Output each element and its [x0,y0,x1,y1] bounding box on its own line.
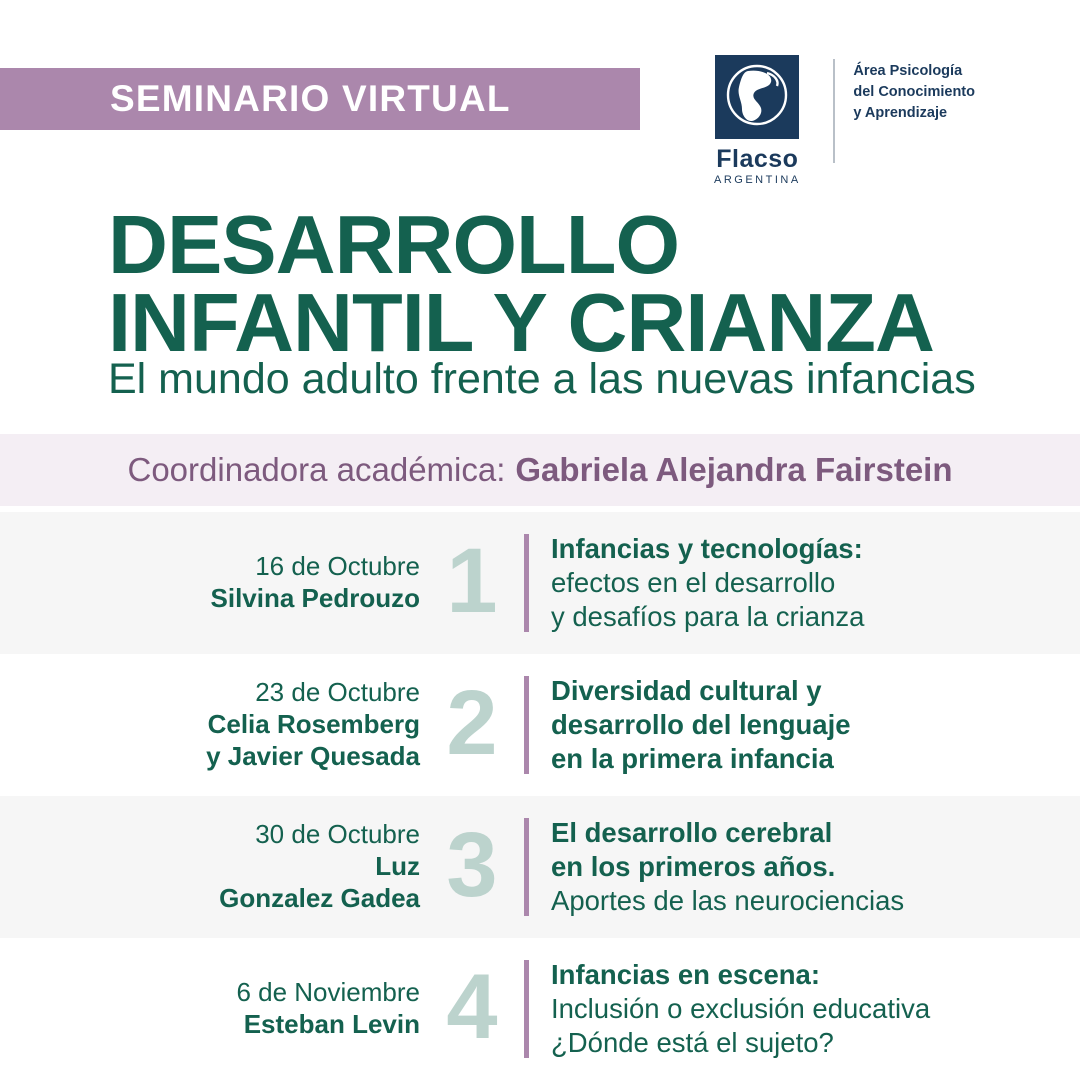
session-1-meta [0,551,428,614]
session-2-divider [524,676,529,774]
area-line-1: Área Psicología [853,63,963,79]
session-2-content [551,674,1080,776]
session-4-divider [524,960,529,1058]
globe-americas-icon [715,55,799,139]
page-title [108,197,934,370]
session-1-desc-line-1: efectos en el desarrollo [551,566,836,598]
session-3-desc-line-1: Aportes de las neurociencias [551,885,905,917]
session-2-speaker: Celia Rosemberg [207,709,420,740]
session-4-desc-line-2: ¿Dónde está el sujeto? [551,1027,834,1059]
title-line-2: INFANTIL Y CRIANZA [108,276,934,370]
area-name [853,61,975,124]
session-1-desc-line-2: y desafíos para la crianza [551,601,865,633]
session-3-meta [0,819,428,914]
session-2-speaker-2: y Javier Quesada [206,740,420,771]
session-4-date: 6 de Noviembre [236,977,420,1008]
flacso-country: ARGENTINA [714,174,801,186]
session-row-4 [0,938,1080,1080]
session-1-speaker: Silvina Pedrouzo [210,583,420,613]
session-row-2 [0,654,1080,796]
session-1-number: 1 [446,530,498,632]
session-list [0,512,1080,1080]
brand-block [699,55,975,186]
session-4-number: 4 [446,956,498,1058]
session-3-title-line-2: en los primeros años. [551,850,836,882]
session-1-title: Infancias y tecnologías: [551,532,863,564]
flacso-wordmark: Flacso [716,145,799,173]
title-line-1: DESARROLLO [108,197,679,291]
session-3-divider [524,818,529,916]
area-line-2: del Conocimiento [853,84,975,101]
flacso-logo [699,55,815,186]
seminar-badge-label: SEMINARIO VIRTUAL [110,78,511,119]
session-2-number: 2 [446,672,498,774]
session-3-speaker: Luz [375,851,420,882]
session-4-speaker: Esteban Levin [243,1009,420,1039]
session-2-meta [0,677,428,772]
brand-divider [833,59,835,163]
seminar-badge [0,68,640,130]
session-2-date: 23 de Octubre [255,677,420,708]
coordinator-label: Coordinadora académica: [127,451,506,488]
session-4-content [551,958,1080,1060]
session-row-1 [0,512,1080,654]
session-1-divider [524,534,529,632]
session-3-date: 30 de Octubre [255,819,420,850]
session-1-content [551,532,1080,634]
header [0,0,1080,440]
session-2-title-line-3: en la primera infancia [551,743,834,775]
page-subtitle: El mundo adulto frente a las nuevas infancias [108,355,976,403]
session-3-content [551,816,1080,918]
session-2-title-line-2: desarrollo del lenguaje [551,708,851,740]
session-4-desc-line-1: Inclusión o exclusión educativa [551,992,931,1024]
area-line-3: y Aprendizaje [853,105,948,122]
session-2-title-line-1: Diversidad cultural y [551,674,822,706]
coordinator-name: Gabriela Alejandra Fairstein [515,451,953,488]
session-3-speaker-2: Gonzalez Gadea [219,882,420,913]
session-4-title: Infancias en escena: [551,958,821,990]
coordinator-band [0,434,1080,506]
session-3-title-line-1: El desarrollo cerebral [551,816,833,848]
session-1-date: 16 de Octubre [255,551,420,582]
session-4-meta [0,977,428,1040]
session-row-3 [0,796,1080,938]
session-3-number: 3 [446,814,498,916]
